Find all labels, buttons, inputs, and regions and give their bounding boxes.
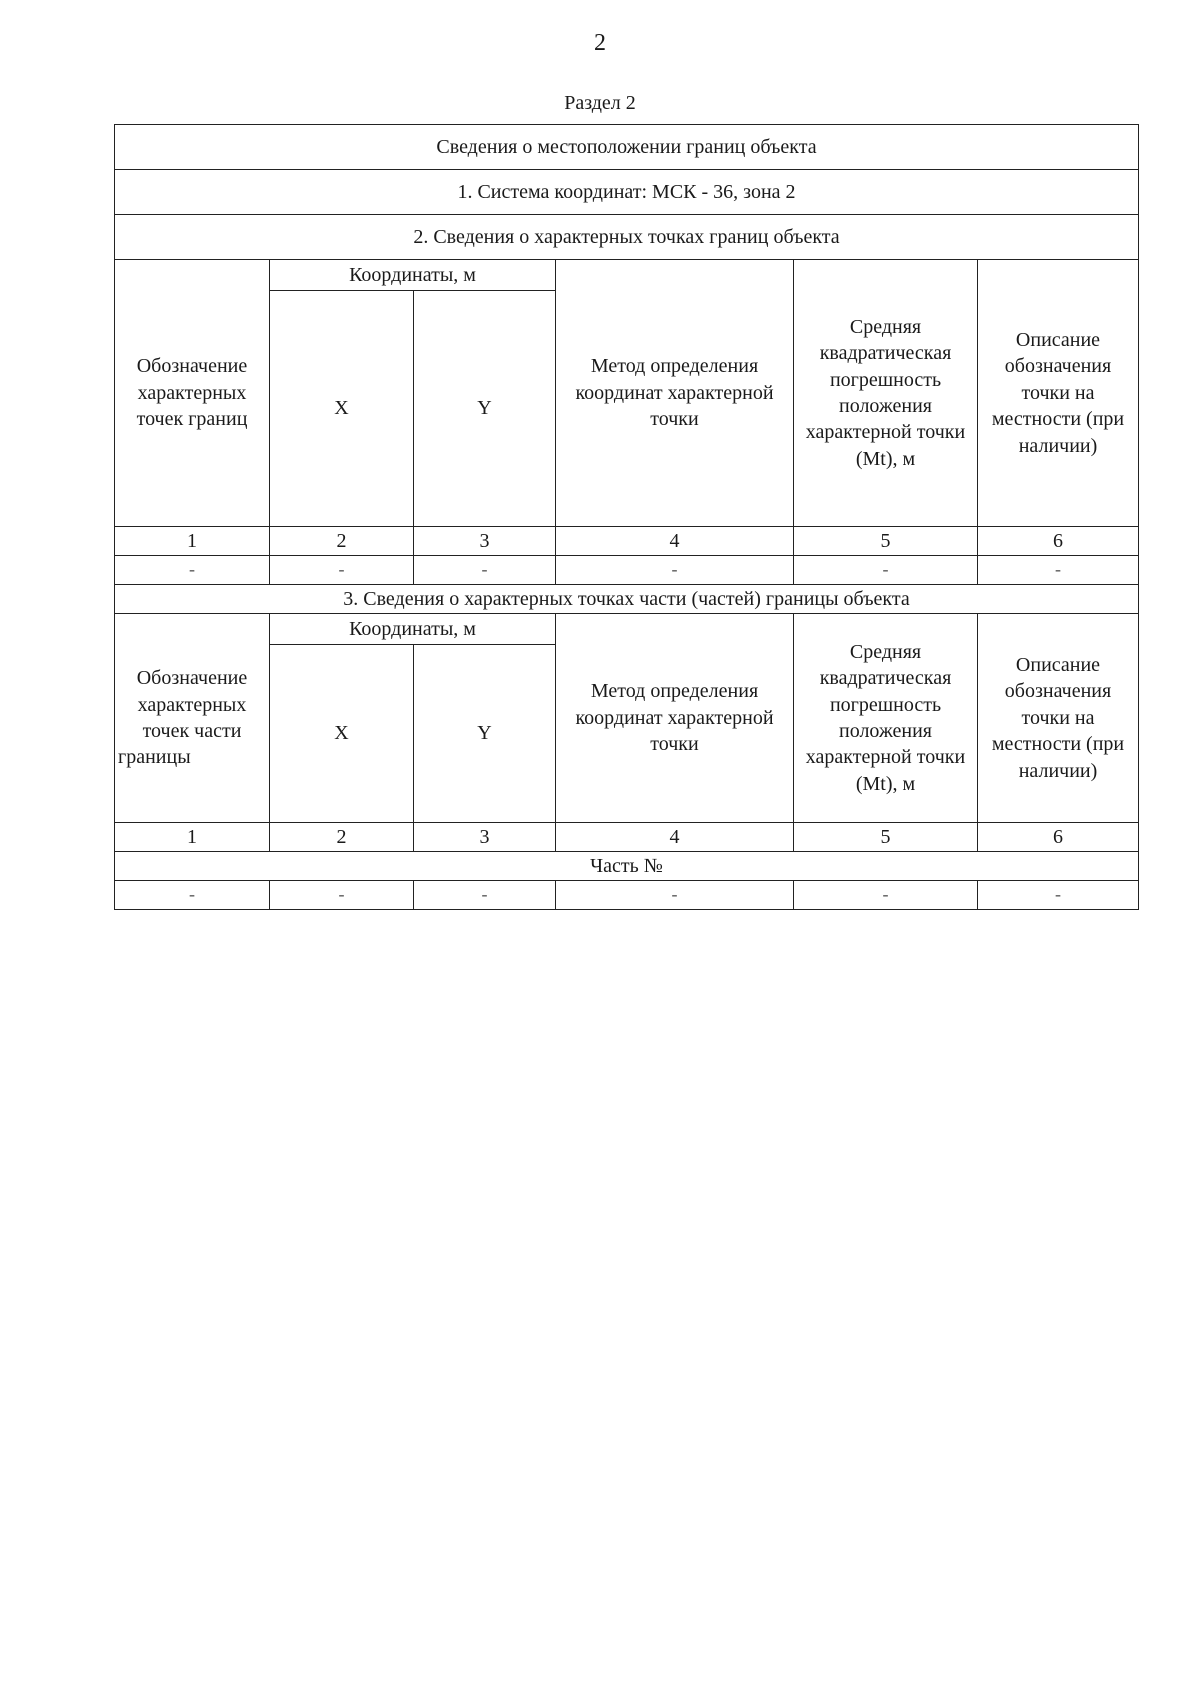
table-cell: - (556, 556, 794, 585)
table-cell: - (978, 881, 1139, 910)
column-number: 4 (556, 823, 794, 852)
header-point-designation: Обозначение характерных точек границ (115, 260, 270, 527)
table-cell: - (794, 556, 978, 585)
header-description: Описание обозначения точки на местности (при наличии) (978, 614, 1139, 823)
section-label: Раздел 2 (564, 92, 636, 114)
table-cell: - (270, 881, 414, 910)
column-number: 4 (556, 527, 794, 556)
header-mean-error: Средняя квадратическая погрешность положения характерной точки (Mt), м (794, 260, 978, 527)
column-number: 1 (115, 527, 270, 556)
table-cell: - (978, 556, 1139, 585)
header-mean-error: Средняя квадратическая погрешность положения характерной точки (Mt), м (794, 614, 978, 823)
column-number: 1 (115, 823, 270, 852)
column-number: 2 (270, 527, 414, 556)
header-x: X (270, 645, 414, 823)
header-method: Метод определения координат характерной точки (556, 614, 794, 823)
coordinate-system-row: 1. Система координат: МСК - 36, зона 2 (115, 170, 1139, 215)
table-title: Сведения о местоположении границ объекта (115, 125, 1139, 170)
part-number-row: Часть № (115, 852, 1139, 881)
column-number: 2 (270, 823, 414, 852)
header-method: Метод определения координат характерной точки (556, 260, 794, 527)
table-cell: - (115, 556, 270, 585)
table-cell: - (794, 881, 978, 910)
boundaries-table (114, 124, 1139, 910)
header-description: Описание обозначения точки на местности (при наличии) (978, 260, 1139, 527)
table-row (115, 556, 1139, 585)
column-number: 6 (978, 527, 1139, 556)
table-row (115, 881, 1139, 910)
table-cell: - (556, 881, 794, 910)
parts-section-heading: 3. Сведения о характерных точках части (частей) границы объекта (115, 585, 1139, 614)
header-x: X (270, 291, 414, 527)
header-coordinates: Координаты, м (270, 260, 556, 291)
column-number: 5 (794, 527, 978, 556)
column-number: 5 (794, 823, 978, 852)
table-cell: - (414, 556, 556, 585)
header-part-point-designation: Обозначение характерных точек части границы (115, 614, 270, 823)
column-number: 3 (414, 823, 556, 852)
header-y: Y (414, 291, 556, 527)
column-number: 3 (414, 527, 556, 556)
page-number: 2 (594, 30, 606, 56)
table-cell: - (270, 556, 414, 585)
table-cell: - (414, 881, 556, 910)
table-cell: - (115, 881, 270, 910)
points-section-heading: 2. Сведения о характерных точках границ объекта (115, 215, 1139, 260)
header-y: Y (414, 645, 556, 823)
header-coordinates: Координаты, м (270, 614, 556, 645)
column-number: 6 (978, 823, 1139, 852)
